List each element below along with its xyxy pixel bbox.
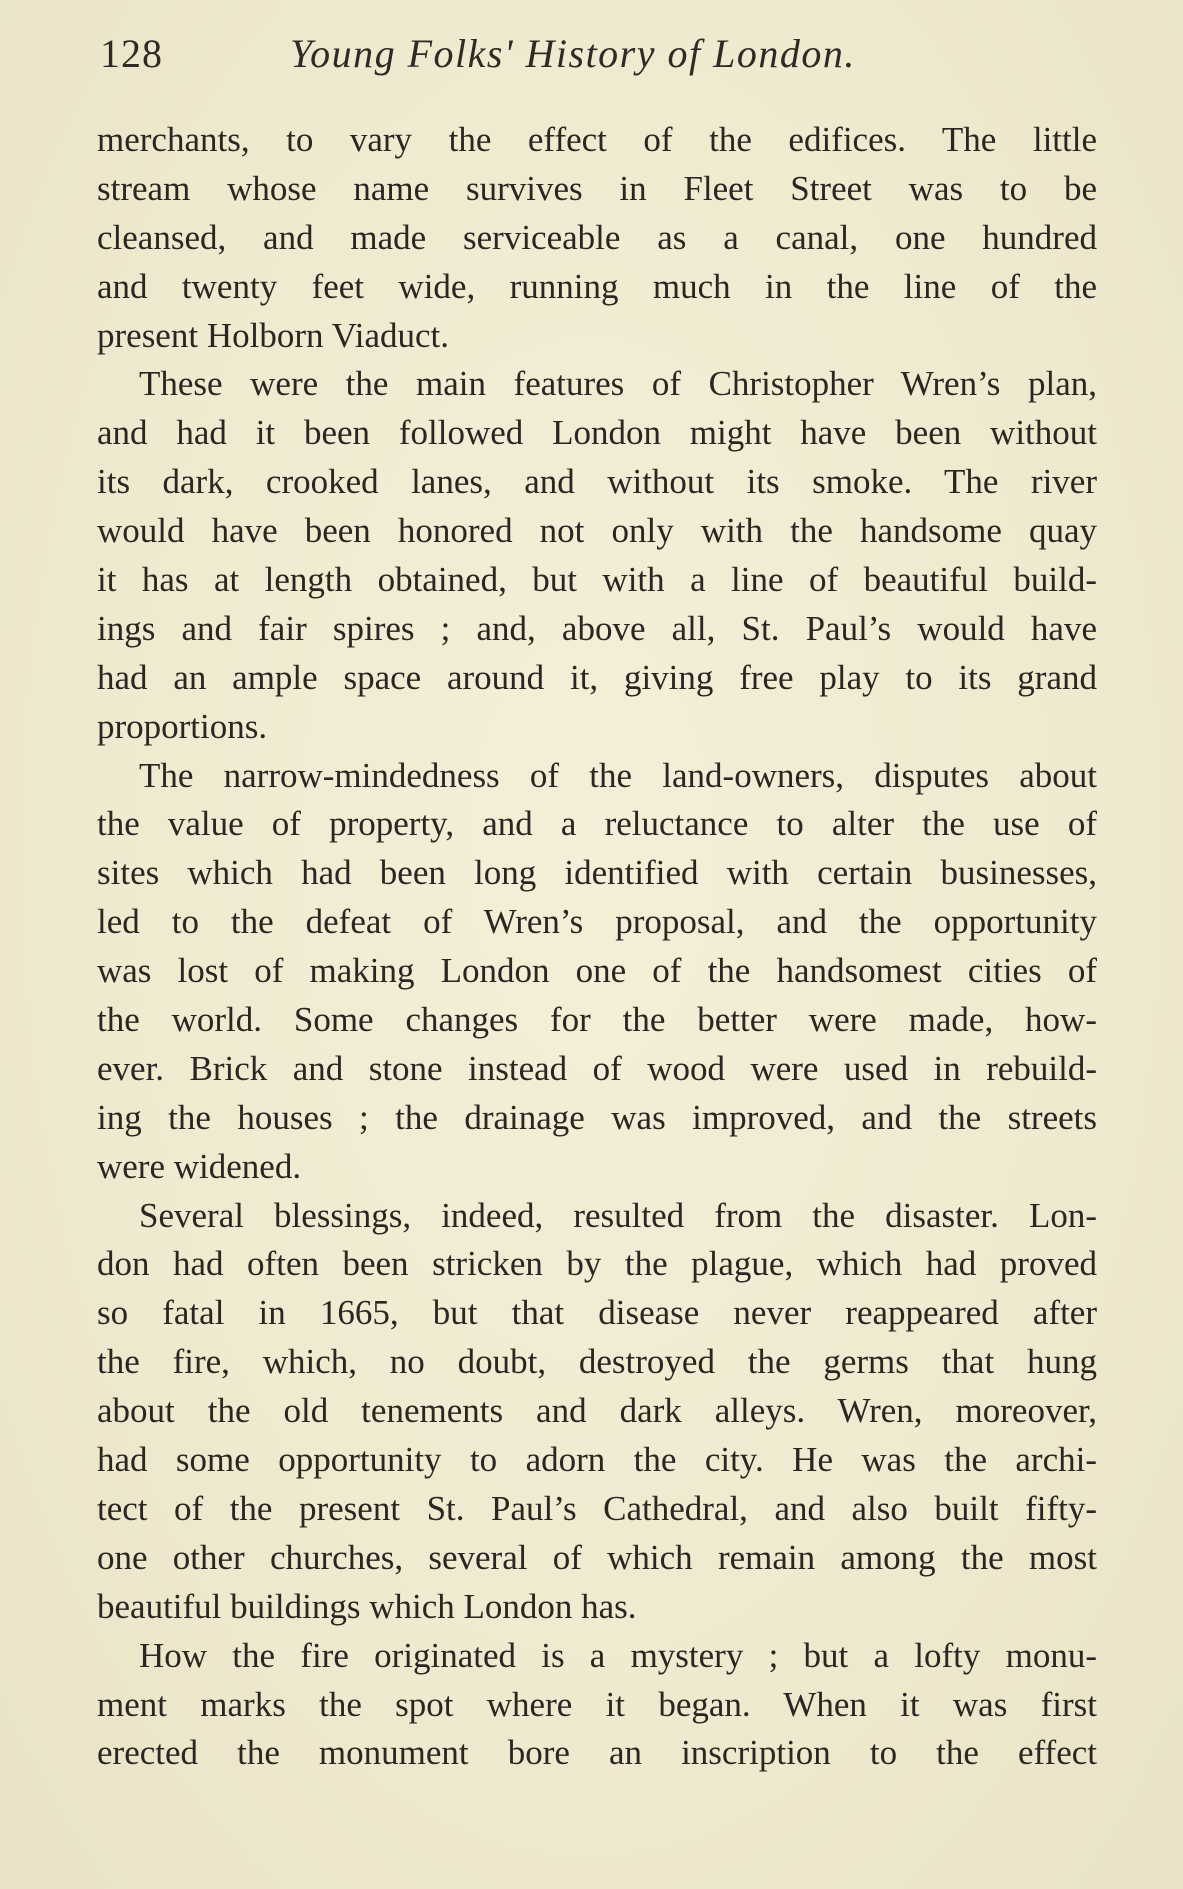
text-line: about the old tenements and dark alleys. Wren, moreover, [97, 1391, 1097, 1431]
page-number: 128 [100, 31, 163, 76]
text-line: one other churches, several of which remain among the most [97, 1537, 1097, 1577]
text-line: merchants, to vary the effect of the edifices. The little [97, 120, 1097, 159]
text-line: would have been honored not only with the handsome quay [97, 511, 1097, 551]
text-line: led to the defeat of Wren’s proposal, and the opportunity [97, 902, 1097, 942]
running-head [100, 30, 950, 80]
text-line: was lost of making London one of the handsomest cities of [97, 951, 1097, 991]
text-line: ings and fair spires ; and, above all, St. Paul’s would have [97, 608, 1097, 648]
text-line: and twenty feet wide, running much in the line of the [97, 266, 1097, 306]
text-line: Several blessings, indeed, resulted from the disaster. Lon- [139, 1195, 1097, 1235]
text-line: its dark, crooked lanes, and without its smoke. The river [97, 462, 1097, 502]
text-line: cleansed, and made serviceable as a canal, one hundred [97, 217, 1097, 257]
text-line: ment marks the spot where it began. When it was first [97, 1684, 1097, 1724]
text-line: so fatal in 1665, but that disease never reappeared after [97, 1293, 1097, 1333]
text-line: sites which had been long identified with certain businesses, [97, 853, 1097, 893]
text-line: ever. Brick and stone instead of wood were used in rebuild- [97, 1048, 1097, 1088]
text-line: the value of property, and a reluctance to alter the use of [97, 804, 1097, 844]
text-line: the fire, which, no doubt, destroyed the germs that hung [97, 1342, 1097, 1382]
text-line: These were the main features of Christopher Wren’s plan, [139, 364, 1097, 404]
body-text [97, 116, 1097, 1778]
text-line: don had often been stricken by the plague, which had proved [97, 1244, 1097, 1284]
text-line: present Holborn Viaduct. [97, 315, 450, 355]
running-title: Young Folks' History of London. [290, 31, 856, 76]
text-line: ing the houses ; the drainage was improved, and the streets [97, 1097, 1097, 1137]
text-line: the world. Some changes for the better were made, how- [97, 1000, 1097, 1040]
text-line: stream whose name survives in Fleet Street was to be [97, 168, 1097, 208]
text-line: How the fire originated is a mystery ; but a lofty monu- [139, 1635, 1097, 1675]
text-line: had some opportunity to adorn the city. He was the archi- [97, 1440, 1097, 1480]
text-line: proportions. [97, 706, 268, 746]
text-line: erected the monument bore an inscription to the effect [97, 1733, 1097, 1773]
text-line: and had it been followed London might have been without [97, 413, 1097, 453]
text-line: it has at length obtained, but with a line of beautiful build- [97, 560, 1097, 600]
text-line: The narrow-mindedness of the land-owners, disputes about [139, 755, 1097, 795]
text-line: beautiful buildings which London has. [97, 1586, 637, 1626]
text-line: tect of the present St. Paul’s Cathedral, and also built fifty- [97, 1488, 1097, 1528]
text-line: were widened. [97, 1146, 302, 1186]
text-line: had an ample space around it, giving free play to its grand [97, 657, 1097, 697]
